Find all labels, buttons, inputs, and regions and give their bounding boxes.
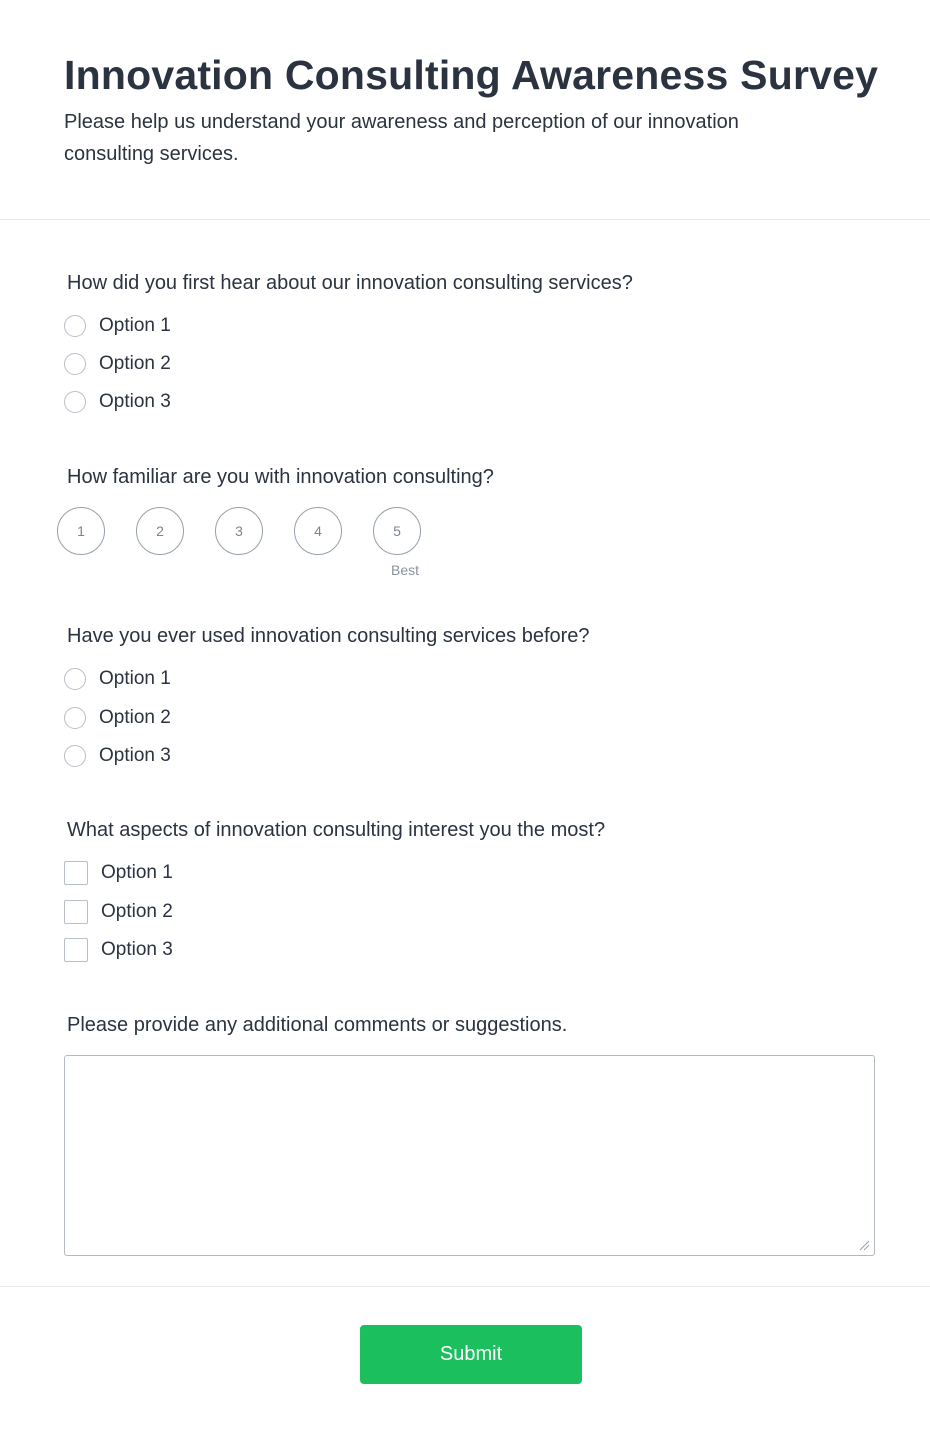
- option-label: Option 2: [99, 353, 171, 374]
- page-subtitle: Please help us understand your awareness and perception of our innovation consulting services.: [64, 111, 739, 165]
- q3-option-2[interactable]: [64, 705, 171, 731]
- rating-1[interactable]: 1: [57, 507, 105, 555]
- question-4-label: What aspects of innovation consulting interest you the most?: [67, 819, 606, 841]
- checkbox[interactable]: [64, 900, 88, 924]
- checkbox[interactable]: [64, 938, 88, 962]
- radio-button[interactable]: [64, 668, 86, 690]
- submit-button[interactable]: Submit: [360, 1325, 582, 1384]
- comments-textarea[interactable]: [64, 1055, 875, 1256]
- footer-divider: [0, 1286, 930, 1287]
- page-title: Innovation Consulting Awareness Survey: [64, 52, 879, 98]
- q1-option-2[interactable]: [64, 351, 171, 377]
- q4-option-1[interactable]: [64, 860, 173, 886]
- q4-option-2[interactable]: [64, 899, 173, 925]
- radio-button[interactable]: [64, 353, 86, 375]
- option-label: Option 3: [99, 745, 171, 766]
- radio-button[interactable]: [64, 745, 86, 767]
- q3-option-3[interactable]: [64, 743, 171, 769]
- q4-option-3[interactable]: [64, 937, 173, 963]
- question-2-label: How familiar are you with innovation consulting?: [67, 466, 494, 488]
- radio-button[interactable]: [64, 391, 86, 413]
- option-label: Option 2: [99, 707, 171, 728]
- rating-5[interactable]: 5: [373, 507, 421, 555]
- question-3-label: Have you ever used innovation consulting services before?: [67, 625, 590, 647]
- checkbox[interactable]: [64, 861, 88, 885]
- option-label: Option 1: [99, 315, 171, 336]
- q3-option-1[interactable]: [64, 666, 171, 692]
- option-label: Option 3: [101, 939, 173, 960]
- question-5-label: Please provide any additional comments or suggestions.: [67, 1014, 568, 1036]
- option-label: Option 1: [99, 668, 171, 689]
- rating-3[interactable]: 3: [215, 507, 263, 555]
- survey-header: [0, 0, 930, 220]
- rating-best-label: Best: [391, 562, 420, 578]
- q1-option-3[interactable]: [64, 389, 171, 415]
- q1-option-1[interactable]: [64, 313, 171, 339]
- resize-grip-icon[interactable]: [858, 1239, 870, 1251]
- radio-button[interactable]: [64, 707, 86, 729]
- radio-button[interactable]: [64, 315, 86, 337]
- rating-4[interactable]: 4: [294, 507, 342, 555]
- rating-2[interactable]: 2: [136, 507, 184, 555]
- option-label: Option 3: [99, 391, 171, 412]
- option-label: Option 2: [101, 901, 173, 922]
- question-1-label: How did you first hear about our innovation consulting services?: [67, 272, 633, 294]
- option-label: Option 1: [101, 862, 173, 883]
